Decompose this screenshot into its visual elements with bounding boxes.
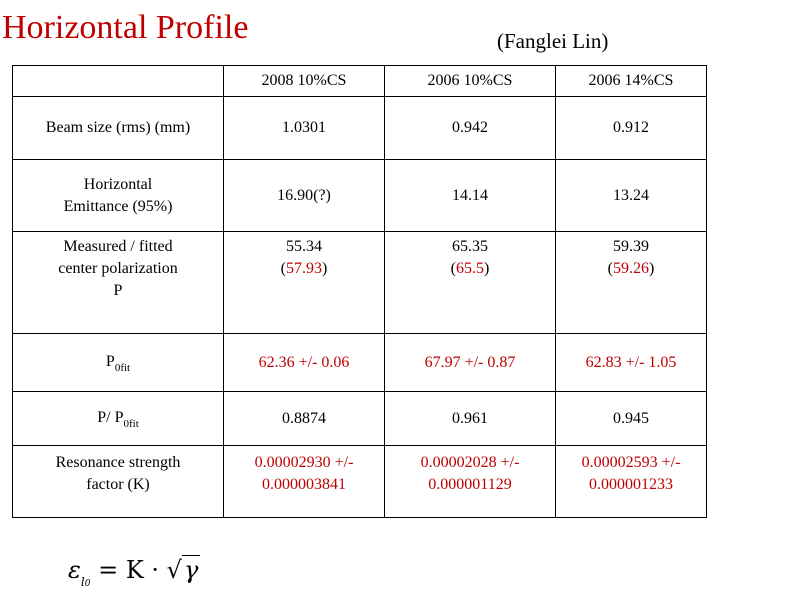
- row-label: Beam size (rms) (mm): [13, 97, 224, 160]
- page-title: Horizontal Profile: [2, 9, 249, 46]
- table-cell: [556, 232, 707, 334]
- table-cell: [224, 446, 385, 518]
- row-label: [13, 334, 224, 392]
- table-cell: 1.0301: [224, 97, 385, 160]
- fitted-value: (59.26): [607, 260, 655, 277]
- formula-gamma: γ: [183, 556, 199, 584]
- formula-subscript-0: 0: [84, 579, 91, 589]
- value-line: 0.00002028 +/-: [420, 454, 520, 471]
- row-label-line: P: [113, 282, 123, 299]
- table-cell: [224, 232, 385, 334]
- comparison-table: [12, 65, 707, 518]
- measured-value: 59.39: [613, 238, 649, 255]
- table-cell: 0.945: [556, 392, 707, 446]
- table-row-resonance: [13, 446, 707, 518]
- row-label: [13, 232, 224, 334]
- row-label: [13, 160, 224, 232]
- fitted-value: (57.93): [280, 260, 328, 277]
- table-cell: 14.14: [385, 160, 556, 232]
- row-label-main: P/ P: [97, 409, 124, 426]
- table-row-emittance: [13, 160, 707, 232]
- value-line: 0.000003841: [262, 476, 346, 493]
- measured-value: 55.34: [286, 238, 322, 255]
- table-cell: 62.36 +/- 0.06: [224, 334, 385, 392]
- value-line: 0.000001129: [428, 476, 512, 493]
- row-label-line: factor (K): [86, 476, 150, 493]
- sqrt-symbol: √: [166, 556, 182, 584]
- resonance-formula: [68, 556, 200, 589]
- row-label-subscript: 0fit: [114, 362, 131, 374]
- column-header: 2006 10%CS: [385, 66, 556, 97]
- fitted-number: 57.93: [286, 260, 322, 277]
- row-label-subscript: 0fit: [123, 418, 139, 430]
- row-label-line: center polarization: [58, 260, 178, 277]
- value-line: 0.000001233: [589, 476, 673, 493]
- table-row-p0fit: [13, 334, 707, 392]
- table-cell: [385, 446, 556, 518]
- author-credit: (Fanglei Lin): [497, 29, 609, 53]
- table-cell: 0.8874: [224, 392, 385, 446]
- header-row: [13, 66, 707, 97]
- table-cell: 0.912: [556, 97, 707, 160]
- formula-rhs: = K ·: [90, 556, 167, 584]
- row-label-line: Horizontal: [83, 175, 153, 193]
- formula-epsilon: ε: [68, 556, 81, 584]
- table-cell: 16.90(?): [224, 160, 385, 232]
- formula-subscript-l: l: [80, 575, 85, 589]
- row-label-main: P: [105, 353, 115, 370]
- fitted-value: (65.5): [450, 260, 490, 277]
- row-label-line: Resonance strength: [55, 454, 181, 471]
- table-cell: [556, 446, 707, 518]
- fitted-number: 59.26: [613, 260, 649, 277]
- table-cell: 0.961: [385, 392, 556, 446]
- row-label: [13, 446, 224, 518]
- measured-value: 65.35: [452, 238, 488, 255]
- row-label: [13, 392, 224, 446]
- table-cell: [385, 232, 556, 334]
- formula-subscript: [81, 575, 91, 589]
- table-cell: 67.97 +/- 0.87: [385, 334, 556, 392]
- row-label-line: Emittance (95%): [63, 197, 173, 215]
- table-cell: 13.24: [556, 160, 707, 232]
- table-cell: 62.83 +/- 1.05: [556, 334, 707, 392]
- fitted-number: 65.5: [456, 260, 484, 277]
- header-empty-cell: [13, 66, 224, 97]
- table-row-polarization: [13, 232, 707, 334]
- table-row-beam-size: [13, 97, 707, 160]
- row-label-line: Measured / fitted: [63, 238, 173, 255]
- value-line: 0.00002593 +/-: [581, 454, 681, 471]
- table-row-p-ratio: [13, 392, 707, 446]
- table-cell: 0.942: [385, 97, 556, 160]
- column-header: 2006 14%CS: [556, 66, 707, 97]
- column-header: 2008 10%CS: [224, 66, 385, 97]
- value-line: 0.00002930 +/-: [254, 454, 354, 471]
